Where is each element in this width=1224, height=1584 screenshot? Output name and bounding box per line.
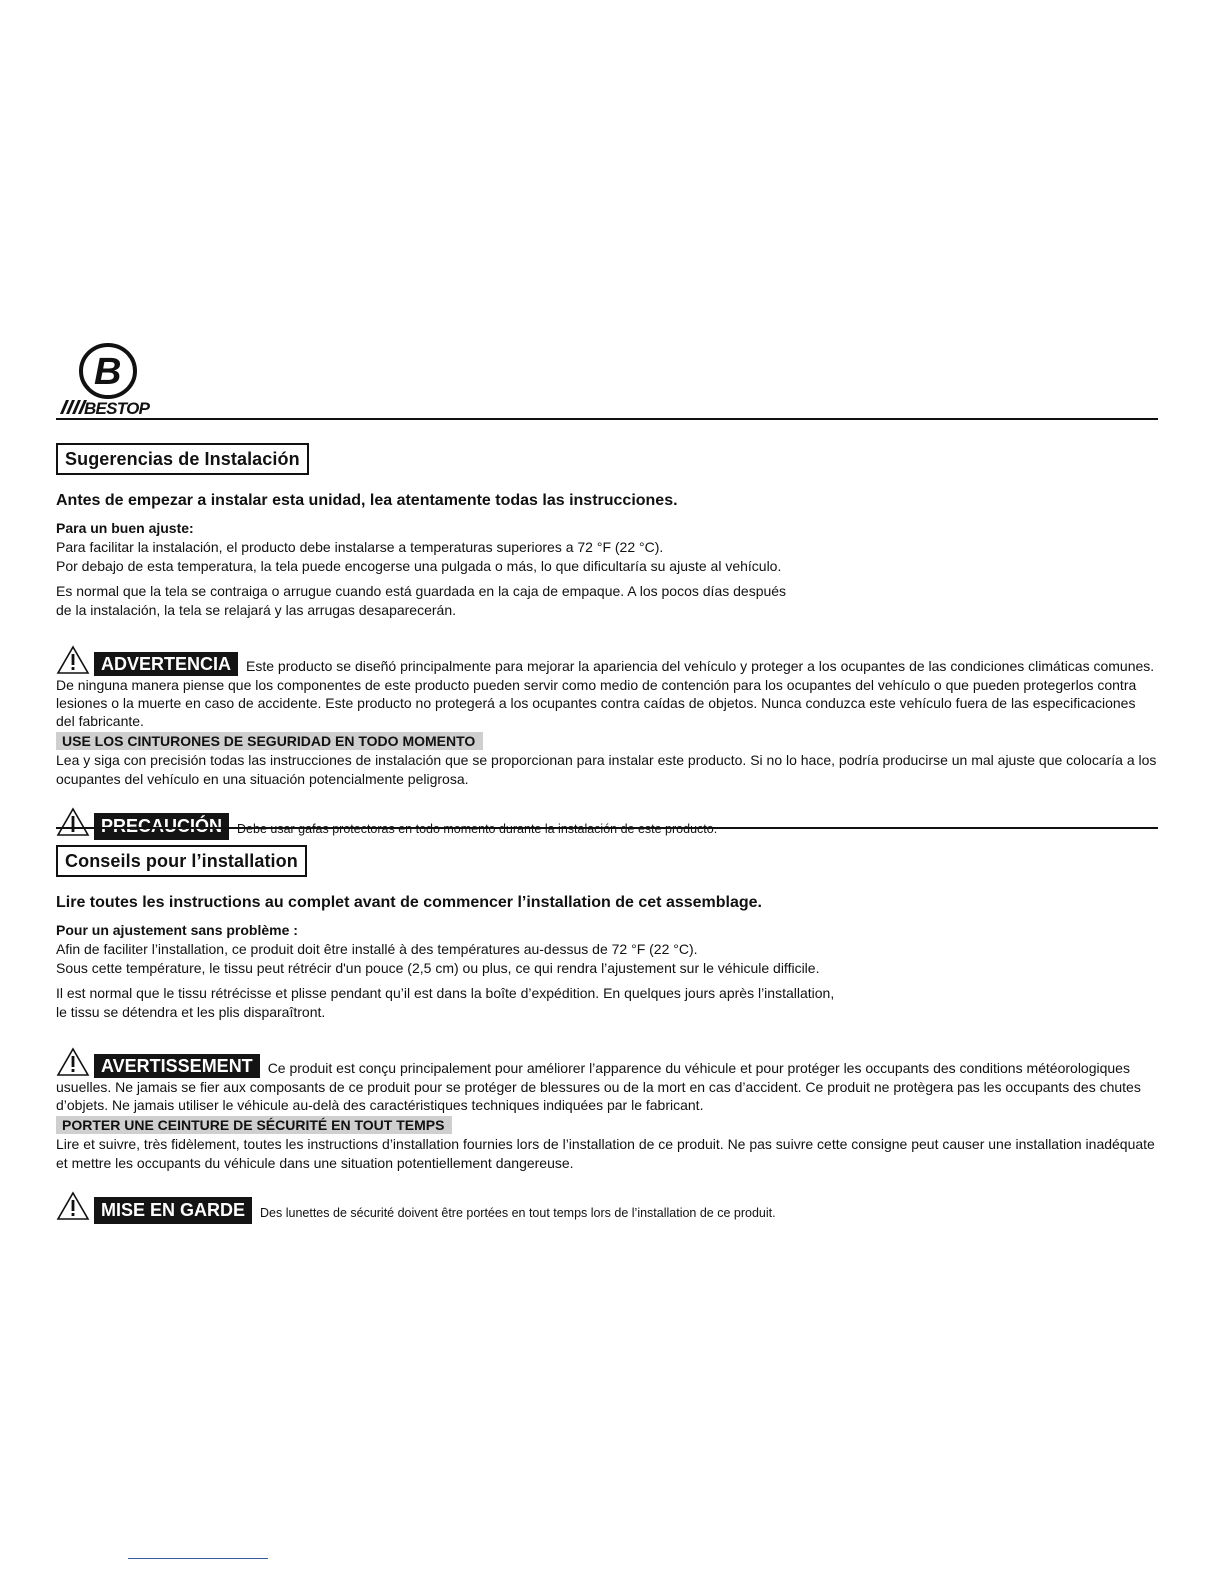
middle-divider [56,827,1158,829]
caution-text-fr: Des lunettes de sécurité doivent être portées en tout temps lors de l’installation de ce produit. [260,1206,776,1220]
normal-line2-fr: le tissu se détendra et les plis disparaîtront. [56,1004,326,1020]
caution-triangle-icon [56,1191,90,1221]
fit-line1-es: Para facilitar la instalación, el producto debe instalarse a temperaturas superiores a 72 °F (22 °C). [56,539,664,555]
warning-triangle-icon [56,1047,90,1077]
normal-line1-fr: Il est normal que le tissu rétrécisse et plisse pendant qu’il est dans la boîte d’expédition. En quelques jours après l’installation, [56,985,835,1001]
logo-wordmark: BESTOP [84,399,150,418]
fit-line1-fr: Afin de faciliter l’installation, ce produit doit être installé à des températures au-dessus de 72 °F (22 °C). [56,941,698,957]
caution-row-fr [56,1191,1158,1224]
warning-text-es: Este producto se diseñó principalmente para mejorar la apariencia del vehículo y proteger a los ocupantes de las condiciones climáticas comunes. De ninguna manera piense que los componentes de este producto pueden servir como medio de contención para los ocupantes del vehículo o que pueden protegerlos contra lesiones o la muerte en caso de accidente. Este producto no protegerá a los ocupantes contra caídas de objetos. Nunca conduzca este vehículo fuera de las especificaciones del fabricante. [56,658,1155,729]
warning-block-es [56,645,1158,730]
warning-badge-fr: AVERTISSEMENT [94,1054,260,1078]
warning-block-fr [56,1047,1158,1114]
section-title-fr: Conseils pour l’installation [56,845,307,877]
lead-es: Antes de empezar a instalar esta unidad, lea atentamente todas las instrucciones. [56,492,678,509]
normal-line1-es: Es normal que la tela se contraiga o arrugue cuando está guardada en la caja de empaque. A los pocos días después [56,583,787,599]
seatbelt-text-fr: Lire et suivre, très fidèlement, toutes les instructions d’installation fournies lors de l’installation de ce produit. Ne pas suivre cette consigne peut causer une installation inadéquate et mettre les occupants du véhicule dans une situation potentiellement dangereuse. [56,1136,1155,1171]
section-title-es: Sugerencias de Instalación [56,443,309,475]
top-divider [56,418,1158,420]
bestop-logo [54,342,154,420]
fit-heading-es: Para un buen ajuste: [56,520,194,536]
warning-triangle-icon [56,645,90,675]
fit-heading-fr: Pour un ajustement sans problème : [56,922,298,938]
caution-badge-fr: MISE EN GARDE [94,1197,252,1224]
fit-line2-es: Por debajo de esta temperatura, la tela puede encogerse una pulgada o más, lo que dificultaría su ajuste al vehículo. [56,558,782,574]
warning-text-fr: Ce produit est conçu principalement pour améliorer l’apparence du véhicule et pour protéger les occupants des conditions météorologiques usuelles. Ne jamais se fier aux composants de ce produit pour se protéger de blessures ou de la mort en cas d’accident. Ce produit ne protègera pas les occupants des chutes d’objets. Ne jamais utiliser le véhicule au-delà des caractéristiques techniques indiquées par le fabricant. [56,1060,1141,1113]
warning-badge-es: ADVERTENCIA [94,652,238,676]
footer-link-line [128,1558,268,1559]
french-section [56,845,1158,1224]
caution-triangle-icon [56,807,90,837]
caution-badge-es: PRECAUCIÓN [94,813,229,840]
seatbelt-banner-fr: PORTER UNE CEINTURE DE SÉCURITÉ EN TOUT TEMPS [56,1116,452,1134]
lead-fr: Lire toutes les instructions au complet avant de commencer l’installation de cet assemblage. [56,894,762,911]
caution-row-es [56,807,1158,840]
seatbelt-text-es: Lea y siga con precisión todas las instrucciones de instalación que se proporcionan para instalar este producto. Si no lo hace, podría producirse un mal ajuste que colocaría a los ocupantes del vehículo en una situación potencialmente peligrosa. [56,752,1157,787]
logo-letter: B [94,351,122,393]
caution-text-es: Debe usar gafas protectoras en todo momento durante la instalación de este producto. [237,822,718,836]
normal-line2-es: de la instalación, la tela se relajará y las arrugas desaparecerán. [56,602,457,618]
fit-line2-fr: Sous cette température, le tissu peut rétrécir d'un pouce (2,5 cm) ou plus, ce qui rendra l’ajustement sur le véhicule difficile. [56,960,820,976]
seatbelt-banner-es: USE LOS CINTURONES DE SEGURIDAD EN TODO MOMENTO [56,732,483,750]
spanish-section [56,443,1158,840]
